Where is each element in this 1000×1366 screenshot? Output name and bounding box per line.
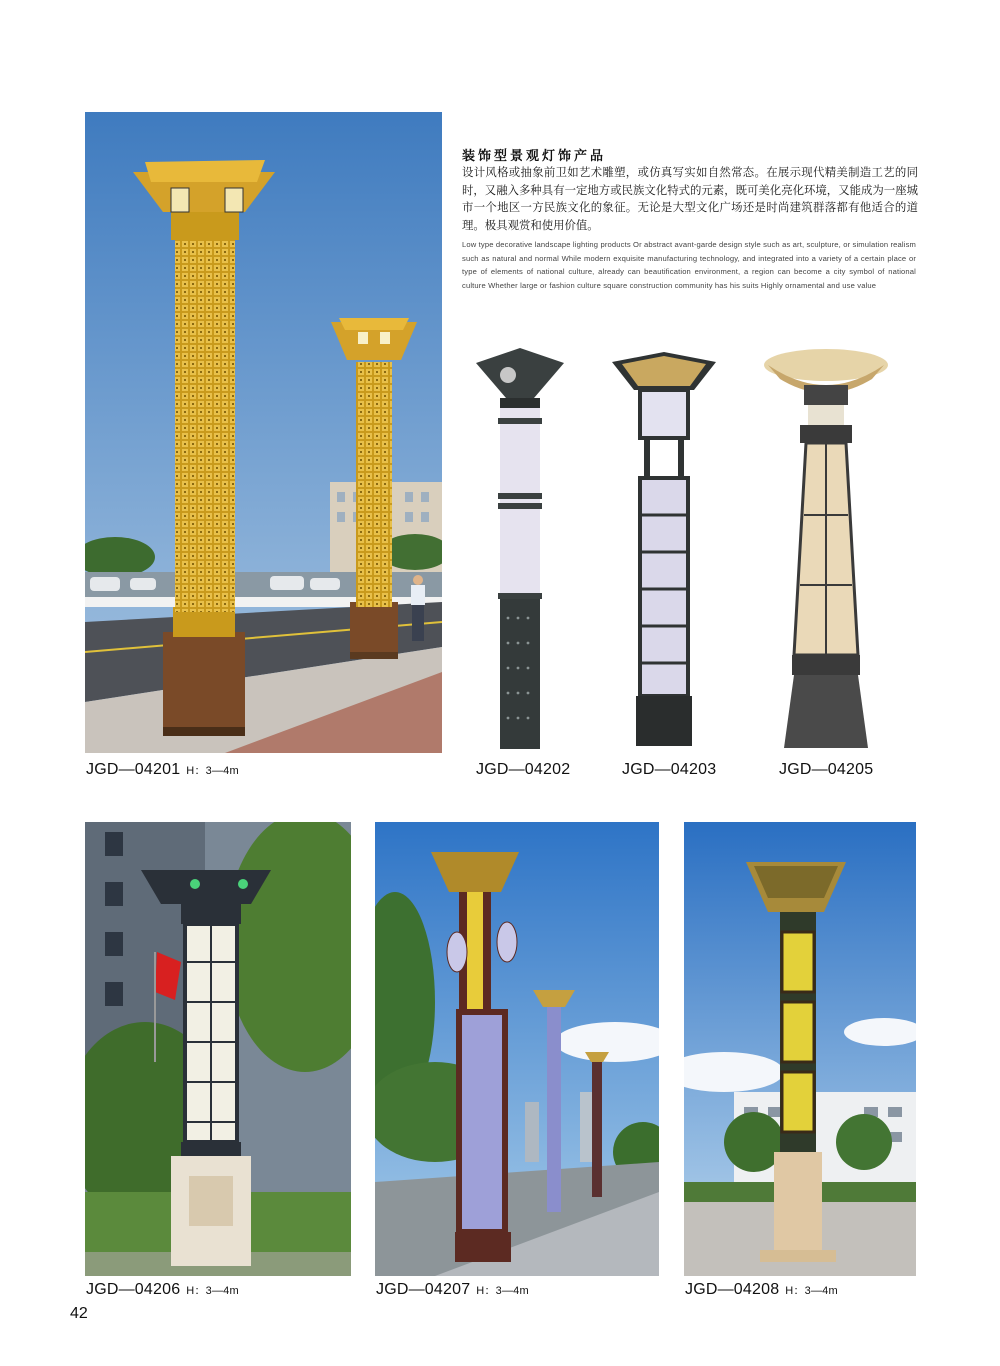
product-photo-jgd-04201 [85,112,442,753]
product-height: H：3—4m [186,765,239,777]
caption-jgd-04203 [622,761,716,779]
caption-jgd-04208 [685,1281,838,1299]
product-code: JGD—04201 [86,761,181,778]
product-photo-jgd-04205 [760,345,892,750]
product-code: JGD—04202 [476,761,571,778]
product-code: JGD—04208 [685,1281,780,1298]
product-code: JGD—04205 [779,761,874,778]
product-code: JGD—04203 [622,761,717,778]
product-photo-jgd-04207 [375,822,659,1276]
product-photo-jgd-04208 [684,822,916,1276]
product-photo-jgd-04206 [85,822,351,1276]
product-code: JGD—04207 [376,1281,471,1298]
product-height: H：3—4m [785,1285,838,1297]
caption-jgd-04205 [779,761,873,779]
caption-jgd-04202 [476,761,570,779]
product-photo-jgd-04202 [470,343,570,753]
product-height: H：3—4m [476,1285,529,1297]
section-title: 装饰型景观灯饰产品 [462,149,607,164]
description-chinese: 设计风格或抽象前卫如艺术雕塑，或仿真写实如自然常态。在展示现代精美制造工艺的同时，又融入多种具有一定地方或民族文化特式的元素，既可美化亮化环境，又能成为一座城市一个地区一方民族文化的象征。无论是大型文化广场还是时尚建筑群落都有他适合的道理。极具观赏和使用价值。 [462,165,918,232]
product-height: H：3—4m [186,1285,239,1297]
page-number: 42 [70,1305,88,1322]
product-photo-jgd-04203 [608,350,720,752]
description-english: Low type decorative landscape lighting products Or abstract avant-garde design style such as art, sculpture, or simulation realism such as natural and normal While modern exquisite manufacturing technology, and integrated into a variety of a certain place or type of elements of national culture, already can beautification environment, a region can become a city symbol of national culture Whether large or fashion culture square construction community has his suits Highly ornamental and use value [462,240,916,290]
caption-jgd-04206 [86,1281,239,1299]
caption-jgd-04207 [376,1281,529,1299]
caption-jgd-04201 [86,761,239,779]
product-code: JGD—04206 [86,1281,181,1298]
